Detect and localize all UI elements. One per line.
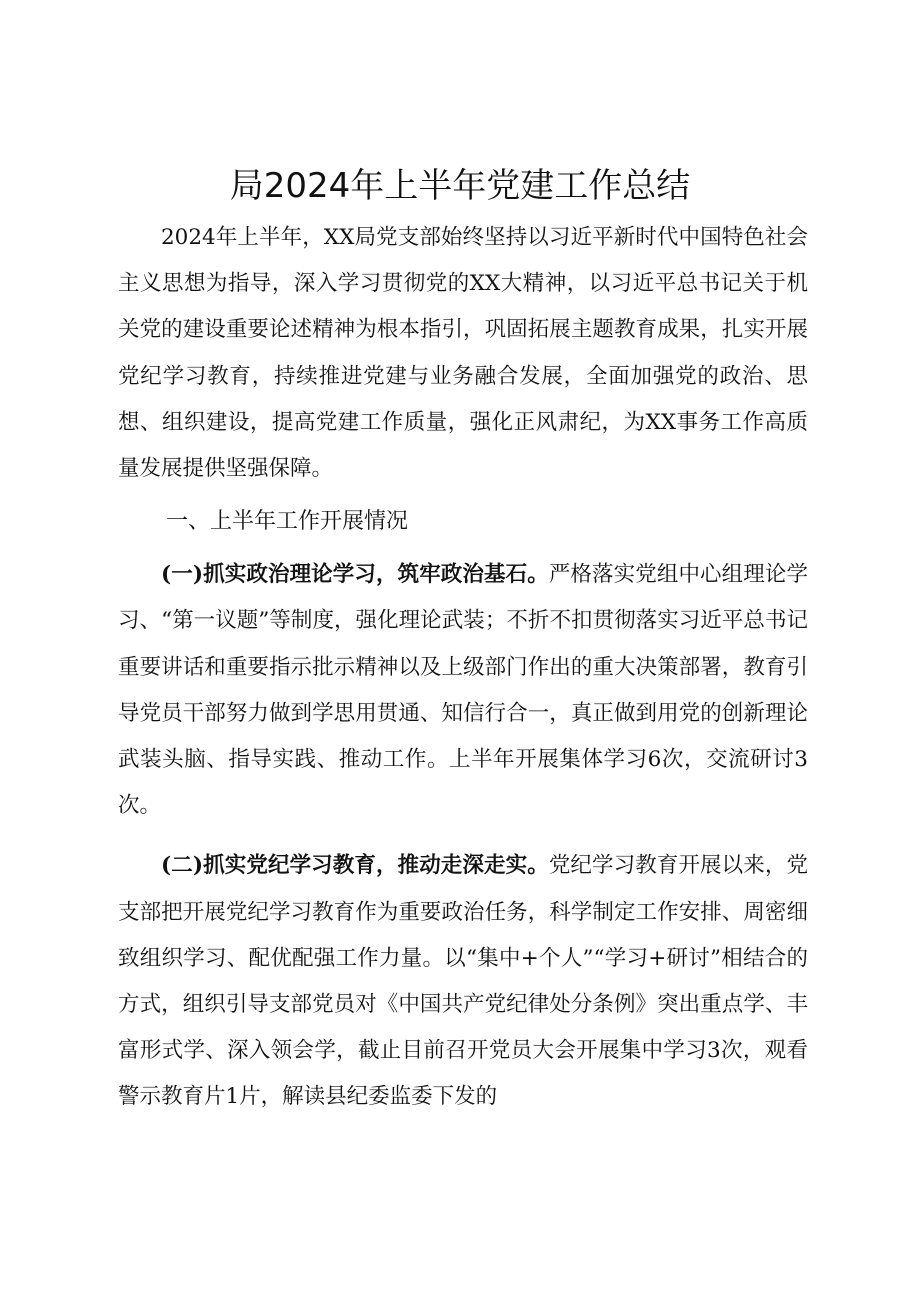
document-body <box>118 215 808 1121</box>
section-heading-1: 一、上半年工作开展情况 <box>166 509 409 535</box>
document-title: 局2024年上半年党建工作总结 <box>229 166 691 206</box>
item-2-lead: (二)抓实党纪学习教育，推动走深走实。 <box>161 853 549 879</box>
item-2-body: 党纪学习教育开展以来，党支部把开展党纪学习教育作为重要政治任务，科学制定工作安排、周密细致组织学习、配优配强工作力量。以“集中+个人”“学习+研讨”相结合的方式，组织引导支部党员对《中国共产党纪律处分条例》突出重点学、丰富形式学、深入领会学，截止目前召开党员大会开展集中学习3次，观看警示教育片1片，解读县纪委监委下发的 <box>118 853 808 1110</box>
item-1-body: 严格落实党组中心组理论学习、“第一议题”等制度，强化理论武装；不折不扣贯彻落实习近平总书记重要讲话和重要指示批示精神以及上级部门作出的重大决策部署，教育引导党员干部努力做到学思用贯通、知信行合一，真正做到用党的创新理论武装头脑、指导实践、推动工作。上半年开展集体学习6次，交流研讨3次。 <box>118 562 808 819</box>
item-1-lead: (一)抓实政治理论学习，筑牢政治基石。 <box>161 562 549 588</box>
intro-paragraph: 2024年上半年，XX局党支部始终坚持以习近平新时代中国特色社会主义思想为指导，深入学习贯彻党的XX大精神，以习近平总书记关于机关党的建设重要论述精神为根本指引，巩固拓展主题教育成果，扎实开展党纪学习教育，持续推进党建与业务融合发展，全面加强党的政治、思想、组织建设，提高党建工作质量，强化正风肃纪，为XX事务工作高质量发展提供坚强保障。 <box>118 225 808 482</box>
item-2-paragraph <box>118 843 808 1120</box>
item-1-paragraph <box>118 552 808 829</box>
